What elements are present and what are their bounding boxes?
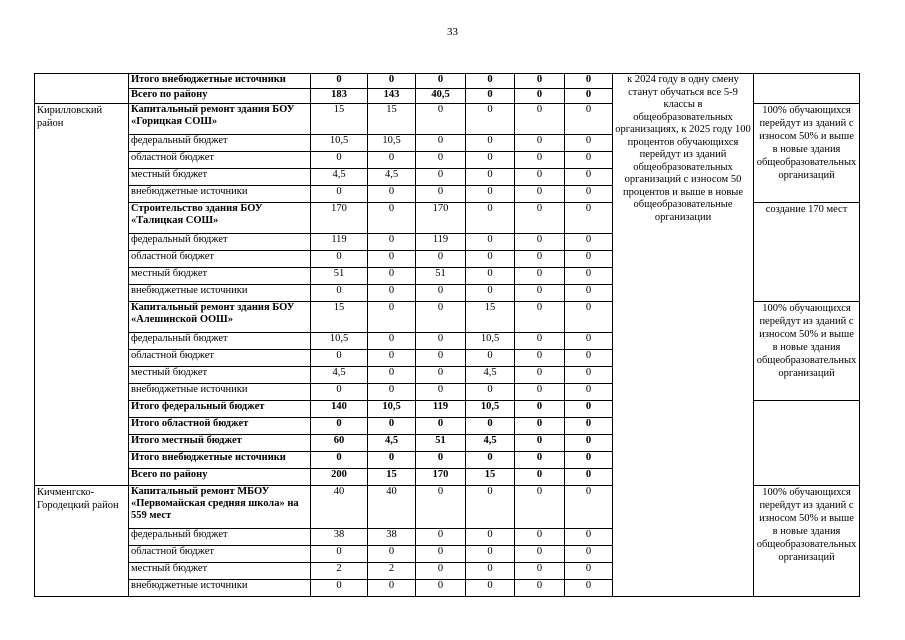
value-cell: 40	[368, 486, 416, 529]
value-cell: 0	[515, 529, 565, 546]
value-cell: 0	[515, 135, 565, 152]
value-cell: 0	[368, 367, 416, 384]
goal-description: к 2024 году в одну смену станут обучаться все 5-9 классы в общеобразовательных организациях, к 2025 году 100 процентов обучающихся перейдут из зданий общеобразовательных организаций с износом 50 процентов и выше в новые общеобразовательные организации	[613, 74, 754, 597]
row-label: Итого областной бюджет	[129, 418, 311, 435]
row-label: внебюджетные источники	[129, 580, 311, 597]
value-cell: 0	[466, 529, 515, 546]
value-cell: 51	[416, 268, 466, 285]
value-cell: 2	[311, 563, 368, 580]
value-cell: 0	[565, 486, 613, 529]
value-cell: 15	[466, 469, 515, 486]
value-cell: 0	[311, 384, 368, 401]
value-cell: 0	[466, 251, 515, 268]
value-cell: 0	[565, 186, 613, 203]
value-cell: 4,5	[466, 435, 515, 452]
value-cell: 40,5	[416, 89, 466, 104]
value-cell: 0	[515, 203, 565, 234]
value-cell: 51	[416, 435, 466, 452]
row-label: федеральный бюджет	[129, 529, 311, 546]
row-label: Строительство здания БОУ «Талицкая СОШ»	[129, 203, 311, 234]
value-cell: 0	[515, 469, 565, 486]
value-cell: 0	[311, 452, 368, 469]
value-cell: 10,5	[311, 135, 368, 152]
value-cell: 0	[466, 580, 515, 597]
row-label: Всего по району	[129, 469, 311, 486]
value-cell: 119	[416, 401, 466, 418]
value-cell: 38	[368, 529, 416, 546]
row-label: федеральный бюджет	[129, 333, 311, 350]
value-cell: 170	[416, 203, 466, 234]
value-cell: 0	[466, 418, 515, 435]
value-cell: 0	[565, 452, 613, 469]
value-cell: 4,5	[368, 435, 416, 452]
value-cell: 0	[416, 333, 466, 350]
value-cell: 0	[368, 268, 416, 285]
value-cell: 0	[466, 384, 515, 401]
value-cell: 0	[565, 234, 613, 251]
value-cell: 0	[466, 203, 515, 234]
value-cell: 0	[416, 546, 466, 563]
value-cell: 0	[565, 285, 613, 302]
row-label: областной бюджет	[129, 251, 311, 268]
value-cell: 0	[311, 418, 368, 435]
value-cell: 0	[565, 152, 613, 169]
value-cell: 0	[311, 74, 368, 89]
value-cell: 0	[368, 203, 416, 234]
value-cell: 0	[311, 152, 368, 169]
page-number: 33	[447, 26, 458, 38]
value-cell: 143	[368, 89, 416, 104]
value-cell: 0	[416, 367, 466, 384]
value-cell: 0	[565, 74, 613, 89]
value-cell: 0	[466, 169, 515, 186]
table-row	[35, 74, 860, 89]
value-cell: 0	[368, 418, 416, 435]
value-cell: 0	[416, 580, 466, 597]
value-cell: 0	[565, 268, 613, 285]
value-cell: 10,5	[311, 333, 368, 350]
value-cell: 0	[515, 89, 565, 104]
value-cell: 0	[515, 546, 565, 563]
value-cell: 0	[515, 418, 565, 435]
value-cell: 0	[515, 285, 565, 302]
value-cell: 0	[368, 285, 416, 302]
row-label: областной бюджет	[129, 546, 311, 563]
value-cell: 0	[466, 234, 515, 251]
row-label: местный бюджет	[129, 268, 311, 285]
value-cell: 0	[368, 452, 416, 469]
value-cell: 0	[515, 563, 565, 580]
value-cell: 0	[466, 486, 515, 529]
value-cell: 0	[416, 452, 466, 469]
result-seats: создание 170 мест	[754, 203, 860, 302]
value-cell: 0	[466, 350, 515, 367]
value-cell: 0	[466, 104, 515, 135]
value-cell: 0	[466, 452, 515, 469]
value-cell: 40	[311, 486, 368, 529]
value-cell: 0	[368, 546, 416, 563]
value-cell: 10,5	[368, 135, 416, 152]
row-label: местный бюджет	[129, 367, 311, 384]
value-cell: 0	[416, 486, 466, 529]
value-cell: 0	[515, 435, 565, 452]
value-cell: 0	[515, 74, 565, 89]
value-cell: 0	[416, 350, 466, 367]
result-cell-empty	[754, 74, 860, 104]
row-label: внебюджетные источники	[129, 384, 311, 401]
value-cell: 0	[311, 251, 368, 268]
row-label: Итого внебюджетные источники	[129, 74, 311, 89]
value-cell: 0	[466, 135, 515, 152]
value-cell: 0	[368, 384, 416, 401]
result-transfer: 100% обучающихся перейдут из зданий с износом 50% и выше в новые здания общеобразовательных организаций	[754, 302, 860, 401]
value-cell: 0	[515, 302, 565, 333]
value-cell: 0	[565, 418, 613, 435]
value-cell: 0	[565, 469, 613, 486]
row-label: Капитальный ремонт здания БОУ «Алешинской ООШ»	[129, 302, 311, 333]
value-cell: 0	[565, 435, 613, 452]
value-cell: 0	[466, 546, 515, 563]
value-cell: 0	[466, 89, 515, 104]
value-cell: 0	[565, 367, 613, 384]
value-cell: 0	[565, 350, 613, 367]
value-cell: 0	[515, 268, 565, 285]
value-cell: 0	[515, 234, 565, 251]
row-label: местный бюджет	[129, 169, 311, 186]
value-cell: 0	[565, 251, 613, 268]
value-cell: 0	[515, 384, 565, 401]
value-cell: 0	[466, 186, 515, 203]
value-cell: 0	[565, 580, 613, 597]
value-cell: 4,5	[368, 169, 416, 186]
value-cell: 0	[515, 333, 565, 350]
value-cell: 0	[565, 529, 613, 546]
value-cell: 0	[416, 418, 466, 435]
value-cell: 2	[368, 563, 416, 580]
value-cell: 0	[368, 234, 416, 251]
value-cell: 4,5	[311, 367, 368, 384]
value-cell: 0	[368, 251, 416, 268]
value-cell: 0	[515, 580, 565, 597]
value-cell: 0	[565, 203, 613, 234]
value-cell: 0	[515, 152, 565, 169]
result-transfer: 100% обучающихся перейдут из зданий с износом 50% и выше в новые здания общеобразовательных организаций	[754, 104, 860, 203]
value-cell: 4,5	[311, 169, 368, 186]
value-cell: 0	[466, 563, 515, 580]
value-cell: 0	[515, 367, 565, 384]
row-label: федеральный бюджет	[129, 135, 311, 152]
value-cell: 0	[515, 350, 565, 367]
district-name: Кирилловский район	[35, 104, 129, 486]
value-cell: 0	[515, 486, 565, 529]
value-cell: 51	[311, 268, 368, 285]
district-name: Кичменгско-Городецкий район	[35, 486, 129, 597]
value-cell: 0	[368, 333, 416, 350]
value-cell: 0	[416, 563, 466, 580]
row-label: Итого местный бюджет	[129, 435, 311, 452]
value-cell: 0	[416, 169, 466, 186]
value-cell: 0	[311, 186, 368, 203]
row-label: федеральный бюджет	[129, 234, 311, 251]
row-label: областной бюджет	[129, 152, 311, 169]
row-label: Итого федеральный бюджет	[129, 401, 311, 418]
value-cell: 0	[416, 152, 466, 169]
value-cell: 0	[416, 74, 466, 89]
value-cell: 0	[416, 529, 466, 546]
row-label: внебюджетные источники	[129, 186, 311, 203]
row-label: внебюджетные источники	[129, 285, 311, 302]
value-cell: 0	[515, 169, 565, 186]
row-label: областной бюджет	[129, 350, 311, 367]
value-cell: 0	[565, 169, 613, 186]
value-cell: 0	[368, 74, 416, 89]
value-cell: 200	[311, 469, 368, 486]
budget-table	[34, 73, 860, 597]
result-transfer: 100% обучающихся перейдут из зданий с износом 50% и выше в новые здания общеобразовательных организаций	[754, 486, 860, 597]
value-cell: 15	[311, 104, 368, 135]
value-cell: 0	[416, 251, 466, 268]
value-cell: 0	[515, 401, 565, 418]
value-cell: 15	[311, 302, 368, 333]
value-cell: 0	[565, 563, 613, 580]
value-cell: 183	[311, 89, 368, 104]
value-cell: 119	[311, 234, 368, 251]
value-cell: 15	[368, 469, 416, 486]
value-cell: 170	[311, 203, 368, 234]
value-cell: 0	[565, 384, 613, 401]
value-cell: 10,5	[466, 333, 515, 350]
value-cell: 0	[565, 401, 613, 418]
value-cell: 0	[565, 135, 613, 152]
result-cell-empty	[754, 401, 860, 486]
value-cell: 0	[565, 302, 613, 333]
value-cell: 15	[466, 302, 515, 333]
value-cell: 0	[368, 350, 416, 367]
value-cell: 4,5	[466, 367, 515, 384]
value-cell: 0	[416, 186, 466, 203]
value-cell: 0	[416, 285, 466, 302]
district-cell-empty	[35, 74, 129, 104]
value-cell: 0	[515, 104, 565, 135]
value-cell: 170	[416, 469, 466, 486]
value-cell: 0	[368, 580, 416, 597]
row-label: Всего по району	[129, 89, 311, 104]
value-cell: 0	[416, 135, 466, 152]
value-cell: 0	[466, 74, 515, 89]
row-label: Капитальный ремонт здания БОУ «Горицкая СОШ»	[129, 104, 311, 135]
value-cell: 119	[416, 234, 466, 251]
row-label: Капитальный ремонт МБОУ «Первомайская средняя школа» на 559 мест	[129, 486, 311, 529]
value-cell: 15	[368, 104, 416, 135]
value-cell: 0	[311, 580, 368, 597]
value-cell: 0	[466, 285, 515, 302]
value-cell: 0	[515, 251, 565, 268]
row-label: Итого внебюджетные источники	[129, 452, 311, 469]
value-cell: 10,5	[466, 401, 515, 418]
value-cell: 0	[311, 546, 368, 563]
value-cell: 140	[311, 401, 368, 418]
value-cell: 0	[565, 546, 613, 563]
value-cell: 38	[311, 529, 368, 546]
value-cell: 0	[368, 302, 416, 333]
value-cell: 0	[368, 152, 416, 169]
value-cell: 0	[565, 333, 613, 350]
value-cell: 0	[466, 268, 515, 285]
value-cell: 0	[311, 285, 368, 302]
value-cell: 0	[565, 89, 613, 104]
value-cell: 0	[466, 152, 515, 169]
value-cell: 0	[416, 104, 466, 135]
value-cell: 60	[311, 435, 368, 452]
value-cell: 0	[515, 452, 565, 469]
value-cell: 0	[565, 104, 613, 135]
value-cell: 0	[416, 384, 466, 401]
row-label: местный бюджет	[129, 563, 311, 580]
value-cell: 0	[515, 186, 565, 203]
value-cell: 0	[368, 186, 416, 203]
value-cell: 0	[416, 302, 466, 333]
value-cell: 10,5	[368, 401, 416, 418]
value-cell: 0	[311, 350, 368, 367]
